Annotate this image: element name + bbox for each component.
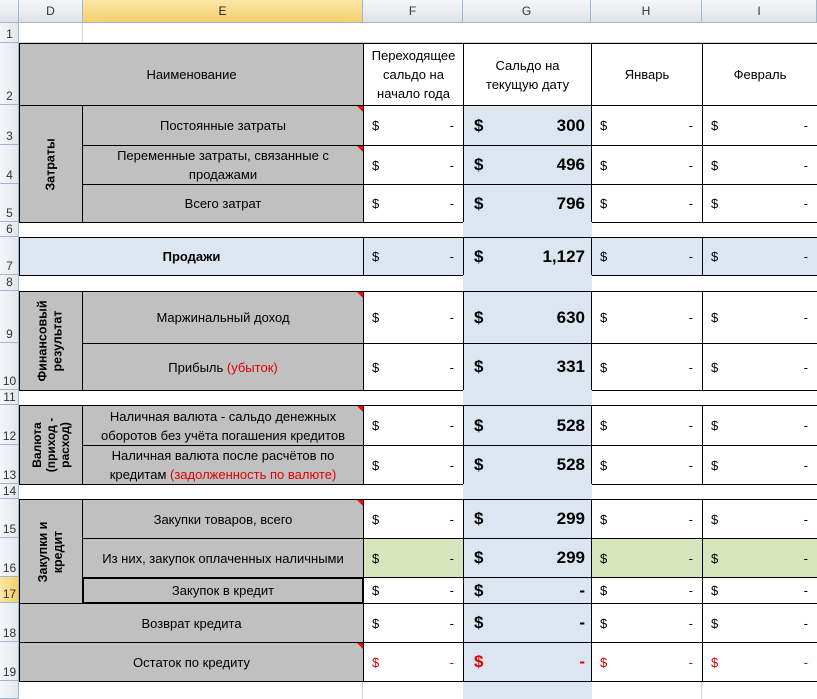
- header-carry[interactable]: [363, 43, 464, 106]
- group-costs-label: Затраты: [43, 137, 58, 191]
- cell-g6[interactable]: [463, 222, 592, 237]
- cell-f17[interactable]: [363, 577, 464, 604]
- currency-sign: $: [372, 310, 380, 325]
- currency-sign: $: [600, 457, 608, 473]
- label-purch-credit[interactable]: [82, 577, 364, 604]
- header-name[interactable]: [19, 43, 364, 106]
- column-header-h[interactable]: [591, 0, 702, 23]
- currency-sign: $: [474, 115, 484, 135]
- label-text: Возврат кредита: [141, 615, 242, 631]
- cell-value: 630: [556, 307, 585, 327]
- row-header[interactable]: [0, 275, 19, 291]
- cell-value: -: [688, 157, 693, 173]
- cell-value: -: [688, 550, 693, 566]
- currency-sign: $: [711, 583, 719, 598]
- cell-value: -: [803, 196, 808, 211]
- cell-value: -: [449, 157, 454, 173]
- cell-value: -: [803, 249, 808, 264]
- label-text: Продажи: [162, 249, 221, 264]
- currency-sign: $: [372, 457, 380, 473]
- label-text: Наличная валюта после расчётов по кредитам: [109, 448, 335, 482]
- cell-value: -: [579, 652, 585, 671]
- currency-sign: $: [711, 118, 719, 133]
- cell-f7[interactable]: [363, 237, 464, 276]
- row-header[interactable]: [0, 405, 19, 445]
- comment-indicator-icon[interactable]: [357, 106, 363, 112]
- row-header[interactable]: [0, 105, 19, 145]
- cell-value: -: [449, 615, 454, 631]
- cell-i15[interactable]: [702, 499, 817, 539]
- cell-value: -: [449, 249, 454, 264]
- cell-value: -: [688, 118, 693, 133]
- currency-sign: $: [600, 157, 608, 173]
- row-number: 11: [3, 390, 16, 404]
- cell-i7[interactable]: [702, 237, 817, 276]
- cell-i12[interactable]: [702, 405, 817, 446]
- cell-value: 300: [556, 115, 585, 135]
- currency-sign: $: [474, 155, 484, 174]
- cell-f4[interactable]: [363, 145, 464, 185]
- comment-indicator-icon[interactable]: [357, 500, 363, 506]
- header-feb[interactable]: [702, 43, 817, 106]
- cell-value: -: [803, 615, 808, 631]
- cell-g14[interactable]: [463, 484, 592, 499]
- cell-value: -: [688, 583, 693, 598]
- cell-h13[interactable]: [591, 445, 703, 485]
- column-letter: H: [641, 4, 651, 18]
- row-header[interactable]: [0, 603, 19, 642]
- cell-f10[interactable]: [363, 343, 464, 391]
- currency-sign: $: [372, 511, 380, 527]
- group-fin-label: Финансовый результат: [36, 300, 66, 382]
- cell-g18[interactable]: [463, 603, 592, 643]
- currency-sign: $: [474, 455, 484, 474]
- cell-value: -: [449, 118, 454, 133]
- label-text: Закупки товаров, всего: [153, 511, 293, 527]
- column-header-i[interactable]: [702, 0, 817, 23]
- cell-g8[interactable]: [463, 275, 592, 291]
- group-purchases-label: Закупки и кредит: [36, 521, 65, 582]
- currency-sign: $: [600, 196, 608, 211]
- cell-i5[interactable]: [702, 184, 817, 223]
- header-balance[interactable]: [463, 43, 592, 106]
- row-number: 10: [2, 374, 17, 388]
- currency-sign: $: [711, 418, 719, 433]
- cell-value: 299: [556, 548, 585, 567]
- currency-sign: $: [600, 615, 608, 631]
- label-text: Переменные затраты, связанные с продажами: [117, 148, 329, 182]
- row-number: 19: [2, 665, 17, 679]
- cell-value: -: [688, 654, 693, 670]
- currency-sign: $: [474, 246, 484, 266]
- label-text: Постоянные затраты: [159, 118, 287, 133]
- currency-sign: $: [474, 613, 484, 632]
- label-repay[interactable]: [19, 603, 364, 643]
- cell-h18[interactable]: [591, 603, 703, 643]
- cell-value: -: [803, 118, 808, 133]
- currency-sign: $: [711, 654, 719, 670]
- column-letter: G: [521, 4, 532, 18]
- currency-sign: $: [600, 654, 608, 670]
- label-text: Из них, закупок оплаченных наличными: [102, 550, 344, 566]
- cell-h15[interactable]: [591, 499, 703, 539]
- label-cash2[interactable]: [82, 445, 364, 485]
- cell-g10[interactable]: [463, 343, 592, 391]
- comment-indicator-icon[interactable]: [357, 146, 363, 152]
- currency-sign: $: [372, 550, 380, 566]
- header-feb-label: Февраль: [733, 67, 787, 82]
- cell-g15[interactable]: [463, 499, 592, 539]
- currency-sign: $: [474, 580, 484, 600]
- cell-h4[interactable]: [591, 145, 703, 185]
- cell-g9[interactable]: [463, 291, 592, 344]
- header-name-label: Наименование: [146, 67, 237, 82]
- cell-value: -: [449, 550, 454, 566]
- label-sales[interactable]: [19, 237, 364, 276]
- column-header-f[interactable]: [363, 0, 463, 23]
- cell-h9[interactable]: [591, 291, 703, 344]
- currency-sign: $: [711, 457, 719, 473]
- row-header[interactable]: [0, 184, 19, 222]
- row-header[interactable]: [0, 222, 19, 237]
- cell-h16[interactable]: [591, 538, 703, 578]
- cell-h3[interactable]: [591, 105, 703, 146]
- label-debt-text: (задолженность по валюте): [170, 467, 337, 482]
- currency-sign: $: [600, 249, 608, 264]
- row-number: 3: [6, 129, 13, 143]
- cell-value: -: [579, 613, 585, 632]
- cell-f13[interactable]: [363, 445, 464, 485]
- cell-f15[interactable]: [363, 499, 464, 539]
- row-header[interactable]: [0, 43, 19, 105]
- row-number: 17: [2, 587, 17, 601]
- group-fin-result[interactable]: [19, 291, 83, 391]
- currency-sign: $: [372, 196, 380, 211]
- currency-sign: $: [372, 654, 380, 670]
- currency-sign: $: [600, 583, 608, 598]
- cell-g17[interactable]: [463, 577, 592, 604]
- cell-value: -: [449, 359, 454, 375]
- cell-g19[interactable]: [463, 642, 592, 682]
- cell-value: -: [449, 196, 454, 211]
- column-header-d[interactable]: [19, 0, 83, 23]
- cell-value: -: [688, 511, 693, 527]
- label-text: Остаток по кредиту: [133, 654, 250, 670]
- cell-value: -: [688, 457, 693, 473]
- label-margin[interactable]: [82, 291, 364, 344]
- row-number: 5: [6, 206, 13, 220]
- currency-sign: $: [711, 359, 719, 375]
- currency-sign: $: [474, 415, 484, 435]
- row-number: 18: [2, 626, 17, 640]
- currency-sign: $: [600, 310, 608, 325]
- label-remain[interactable]: [19, 642, 364, 682]
- cell-i4[interactable]: [702, 145, 817, 185]
- comment-indicator-icon[interactable]: [357, 292, 363, 298]
- cell-g11[interactable]: [463, 390, 592, 405]
- currency-sign: $: [474, 509, 484, 528]
- cell-value: 528: [556, 415, 585, 435]
- column-header-g[interactable]: [463, 0, 591, 23]
- cell-value: 496: [556, 155, 585, 174]
- cell-i17[interactable]: [702, 577, 817, 604]
- row-number: 9: [6, 327, 13, 341]
- row-number: 2: [6, 89, 13, 103]
- label-text: Закупок в кредит: [171, 583, 275, 598]
- cell-value: -: [803, 310, 808, 325]
- cell-h19[interactable]: [591, 642, 703, 682]
- row-header[interactable]: [0, 145, 19, 184]
- cell-value: -: [803, 583, 808, 598]
- cell-g7[interactable]: [463, 237, 592, 276]
- cell-f16[interactable]: [363, 538, 464, 578]
- label-loss-text: (убыток): [226, 359, 278, 375]
- cell-value: -: [449, 654, 454, 670]
- cell-value: -: [688, 418, 693, 433]
- cell-value: -: [688, 359, 693, 375]
- cell-value: -: [803, 457, 808, 473]
- row-number: 15: [2, 522, 17, 536]
- cell-value: -: [803, 654, 808, 670]
- cell-g16[interactable]: [463, 538, 592, 578]
- currency-sign: $: [711, 511, 719, 527]
- currency-sign: $: [600, 511, 608, 527]
- label-text: Прибыль: [168, 359, 224, 375]
- currency-sign: $: [711, 249, 719, 264]
- cell-g4[interactable]: [463, 145, 592, 185]
- label-purch-cash[interactable]: [82, 538, 364, 578]
- currency-sign: $: [474, 193, 484, 213]
- label-total-costs[interactable]: [82, 184, 364, 223]
- cell-h17[interactable]: [591, 577, 703, 604]
- label-text: Наличная валюта - сальдо денежных оборотов без учёта погашения кредитов: [101, 408, 345, 443]
- cell-f3[interactable]: [363, 105, 464, 146]
- currency-sign: $: [372, 359, 380, 375]
- label-text: Маржинальный доход: [156, 310, 290, 325]
- row-header[interactable]: [0, 642, 19, 681]
- row-header[interactable]: [0, 343, 19, 390]
- row-header[interactable]: [0, 499, 19, 538]
- cell-value: -: [803, 157, 808, 173]
- gridline: [701, 682, 702, 699]
- label-variable-costs[interactable]: [82, 145, 364, 185]
- row-number: 13: [2, 468, 17, 482]
- cell-value: -: [688, 249, 693, 264]
- cell-f5[interactable]: [363, 184, 464, 223]
- cell-f18[interactable]: [363, 603, 464, 643]
- row-number: 8: [6, 275, 13, 289]
- cell-value: -: [579, 580, 585, 600]
- row-number: 12: [2, 429, 17, 443]
- currency-sign: $: [600, 118, 608, 133]
- cell-i16[interactable]: [702, 538, 817, 578]
- cell-i3[interactable]: [702, 105, 817, 146]
- column-letter: F: [408, 4, 417, 18]
- header-balance-label: Сальдо на текущую дату: [485, 57, 570, 92]
- currency-sign: $: [372, 418, 380, 433]
- column-letter: I: [757, 4, 761, 18]
- header-jan-label: Январь: [624, 67, 670, 82]
- row-header[interactable]: [0, 577, 19, 603]
- comment-indicator-icon[interactable]: [357, 643, 363, 649]
- gridline: [362, 682, 363, 699]
- cell-f12[interactable]: [363, 405, 464, 446]
- currency-sign: $: [711, 615, 719, 631]
- group-costs[interactable]: [19, 105, 83, 223]
- cell-i18[interactable]: [702, 603, 817, 643]
- row-header[interactable]: [0, 538, 19, 577]
- currency-sign: $: [711, 310, 719, 325]
- currency-sign: $: [474, 357, 484, 376]
- row-header[interactable]: [0, 484, 19, 499]
- cell-i10[interactable]: [702, 343, 817, 391]
- currency-sign: $: [711, 157, 719, 173]
- currency-sign: $: [372, 615, 380, 631]
- cell-value: -: [449, 310, 454, 325]
- currency-sign: $: [372, 583, 380, 598]
- cell-h10[interactable]: [591, 343, 703, 391]
- currency-sign: $: [711, 550, 719, 566]
- cell-g5[interactable]: [463, 184, 592, 223]
- cell-g3[interactable]: [463, 105, 592, 146]
- cell-value: -: [803, 359, 808, 375]
- gridline: [82, 23, 83, 43]
- header-jan[interactable]: [591, 43, 703, 106]
- currency-sign: $: [372, 118, 380, 133]
- row-number: 14: [2, 484, 17, 498]
- cell-value: 1,127: [542, 246, 585, 266]
- cell-value: -: [803, 511, 808, 527]
- cell-value: -: [688, 310, 693, 325]
- cell-value: -: [449, 511, 454, 527]
- label-text: Всего затрат: [184, 196, 262, 211]
- cell-value: -: [803, 550, 808, 566]
- label-purch-total[interactable]: [82, 499, 364, 539]
- column-header-e[interactable]: [83, 0, 363, 23]
- cell-f19[interactable]: [363, 642, 464, 682]
- cell-value: 331: [556, 357, 585, 376]
- column-letter: E: [218, 4, 227, 18]
- cell-i9[interactable]: [702, 291, 817, 344]
- currency-sign: $: [474, 652, 484, 671]
- currency-sign: $: [372, 157, 380, 173]
- label-cash1[interactable]: [82, 405, 364, 446]
- row-number: 16: [2, 561, 17, 575]
- cell-value: -: [449, 583, 454, 598]
- row-header[interactable]: [0, 291, 19, 343]
- row-number: 6: [6, 222, 13, 236]
- cell-value: -: [449, 457, 454, 473]
- cell-value: -: [449, 418, 454, 433]
- cell-value: -: [803, 418, 808, 433]
- group-cash[interactable]: [19, 405, 83, 485]
- cell-value: 528: [556, 455, 585, 474]
- cell-value: -: [688, 196, 693, 211]
- row-header: [0, 681, 19, 699]
- row-number: 7: [6, 259, 13, 273]
- cell-value: 796: [556, 193, 585, 213]
- cell-value: -: [688, 615, 693, 631]
- label-profit[interactable]: [82, 343, 364, 391]
- row-header[interactable]: [0, 390, 19, 405]
- currency-sign: $: [600, 418, 608, 433]
- cell-h5[interactable]: [591, 184, 703, 223]
- select-all-corner[interactable]: [0, 0, 19, 23]
- row-header[interactable]: [0, 237, 19, 275]
- cell-f9[interactable]: [363, 291, 464, 344]
- cell-g13[interactable]: [463, 445, 592, 485]
- row-header[interactable]: [0, 445, 19, 484]
- column-letter: D: [46, 4, 55, 18]
- currency-sign: $: [372, 249, 380, 264]
- cell-i13[interactable]: [702, 445, 817, 485]
- cell-h7[interactable]: [591, 237, 703, 276]
- currency-sign: $: [600, 550, 608, 566]
- header-carry-label: Переходящее сальдо на начало года: [371, 48, 456, 101]
- label-fixed-costs[interactable]: [82, 105, 364, 146]
- group-purchases[interactable]: [19, 499, 83, 604]
- row-number: 4: [6, 168, 13, 182]
- currency-sign: $: [474, 307, 484, 327]
- currency-sign: $: [474, 548, 484, 567]
- cell-value: 299: [556, 509, 585, 528]
- group-cash-label: Валюта (приход - расход): [30, 417, 72, 473]
- currency-sign: $: [711, 196, 719, 211]
- cell-g20[interactable]: [463, 682, 592, 699]
- currency-sign: $: [600, 359, 608, 375]
- row-header[interactable]: [0, 23, 19, 43]
- row-number: 1: [6, 27, 13, 41]
- cell-i19[interactable]: [702, 642, 817, 682]
- cell-g12[interactable]: [463, 405, 592, 446]
- comment-indicator-icon[interactable]: [357, 406, 363, 412]
- cell-h12[interactable]: [591, 405, 703, 446]
